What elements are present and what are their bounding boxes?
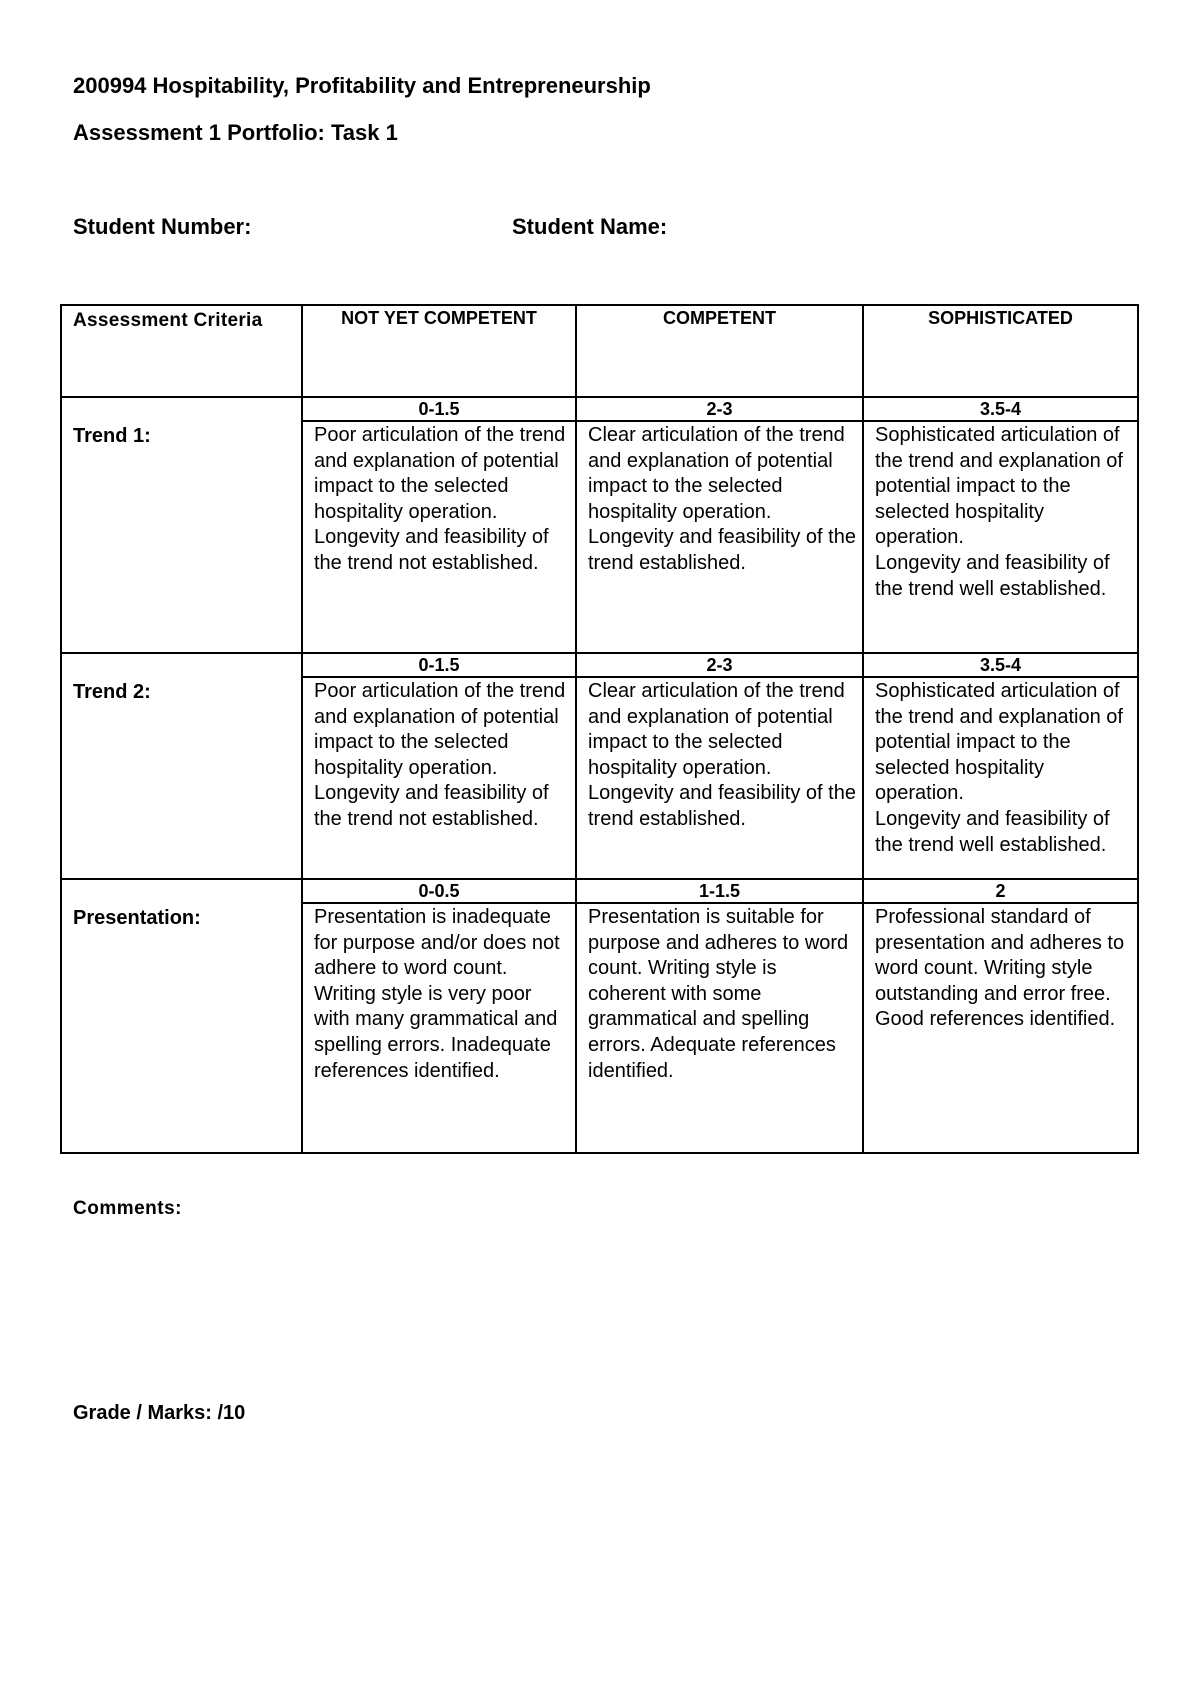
score-range: 0-1.5: [302, 397, 576, 421]
grade-label: Grade / Marks: /10: [73, 1402, 246, 1424]
score-range: 3.5-4: [863, 653, 1138, 677]
criterion-presentation: Presentation:: [61, 879, 302, 1153]
descriptor-text: Clear articulation of the trend and explanation of potential impact to the selected hospitality operation.: [588, 680, 845, 779]
descriptor-cell: [302, 677, 576, 879]
level-header-competent: COMPETENT: [576, 305, 863, 397]
descriptor-text: Longevity and feasibility of the trend established.: [588, 526, 856, 574]
descriptor-text: Sophisticated articulation of the trend and explanation of potential impact to the selected hospitality operation.: [875, 680, 1123, 805]
descriptor-cell: [302, 903, 576, 1153]
descriptor-cell: [576, 903, 863, 1153]
rubric-table: [60, 304, 1139, 1154]
table-row: [61, 653, 1138, 677]
score-range: 2: [863, 879, 1138, 903]
score-range: 2-3: [576, 397, 863, 421]
descriptor-text: Clear articulation of the trend and explanation of potential impact to the selected hospitality operation.: [588, 424, 845, 523]
table-row: [61, 879, 1138, 903]
student-number-label: Student Number:: [73, 214, 252, 239]
descriptor-text: Longevity and feasibility of the trend well established.: [875, 551, 1110, 600]
descriptor-text: Poor articulation of the trend and explanation of potential impact to the selected hospitality operation.: [314, 680, 566, 779]
level-header-not-yet-competent: NOT YET COMPETENT: [302, 305, 576, 397]
score-range: 2-3: [576, 653, 863, 677]
descriptor-text: Poor articulation of the trend and explanation of potential impact to the selected hospitality operation.: [314, 424, 566, 523]
descriptor-cell: [302, 421, 576, 653]
descriptor-cell: [863, 903, 1138, 1153]
task-title: Assessment 1 Portfolio: Task 1: [73, 120, 398, 145]
descriptor-text: Longevity and feasibility of the trend established.: [588, 782, 856, 830]
descriptor-text: Longevity and feasibility of the trend not established.: [314, 782, 549, 830]
score-range: 0-1.5: [302, 653, 576, 677]
score-range: 1-1.5: [576, 879, 863, 903]
descriptor-text: Presentation is suitable for purpose and adheres to word count. Writing style is coherent with some grammatical and spelling errors. Adequate references identified.: [588, 906, 849, 1082]
descriptor-text: Presentation is inadequate for purpose and/or does not adhere to word count. Writing style is very poor with many grammatical and spelling errors. Inadequate references identified.: [314, 906, 560, 1082]
score-range: 3.5-4: [863, 397, 1138, 421]
descriptor-text: Longevity and feasibility of the trend not established.: [314, 526, 549, 574]
comments-label: Comments:: [73, 1198, 183, 1219]
descriptor-cell: [863, 677, 1138, 879]
descriptor-text: Professional standard of presentation and adheres to word count. Writing style outstanding and error free. Good references identified.: [875, 906, 1125, 1031]
criterion-trend-1: Trend 1:: [61, 397, 302, 653]
descriptor-cell: [576, 421, 863, 653]
score-range: 0-0.5: [302, 879, 576, 903]
descriptor-text: Longevity and feasibility of the trend well established.: [875, 807, 1110, 856]
criteria-header: Assessment Criteria: [61, 305, 302, 397]
descriptor-cell: [576, 677, 863, 879]
descriptor-text: Sophisticated articulation of the trend and explanation of potential impact to the selected hospitality operation.: [875, 424, 1123, 549]
table-row: [61, 397, 1138, 421]
level-header-sophisticated: SOPHISTICATED: [863, 305, 1138, 397]
course-title: 200994 Hospitability, Profitability and Entrepreneurship: [73, 73, 651, 98]
criterion-trend-2: Trend 2:: [61, 653, 302, 879]
student-name-label: Student Name:: [512, 214, 668, 239]
descriptor-cell: [863, 421, 1138, 653]
rubric-header-row: [61, 305, 1138, 397]
